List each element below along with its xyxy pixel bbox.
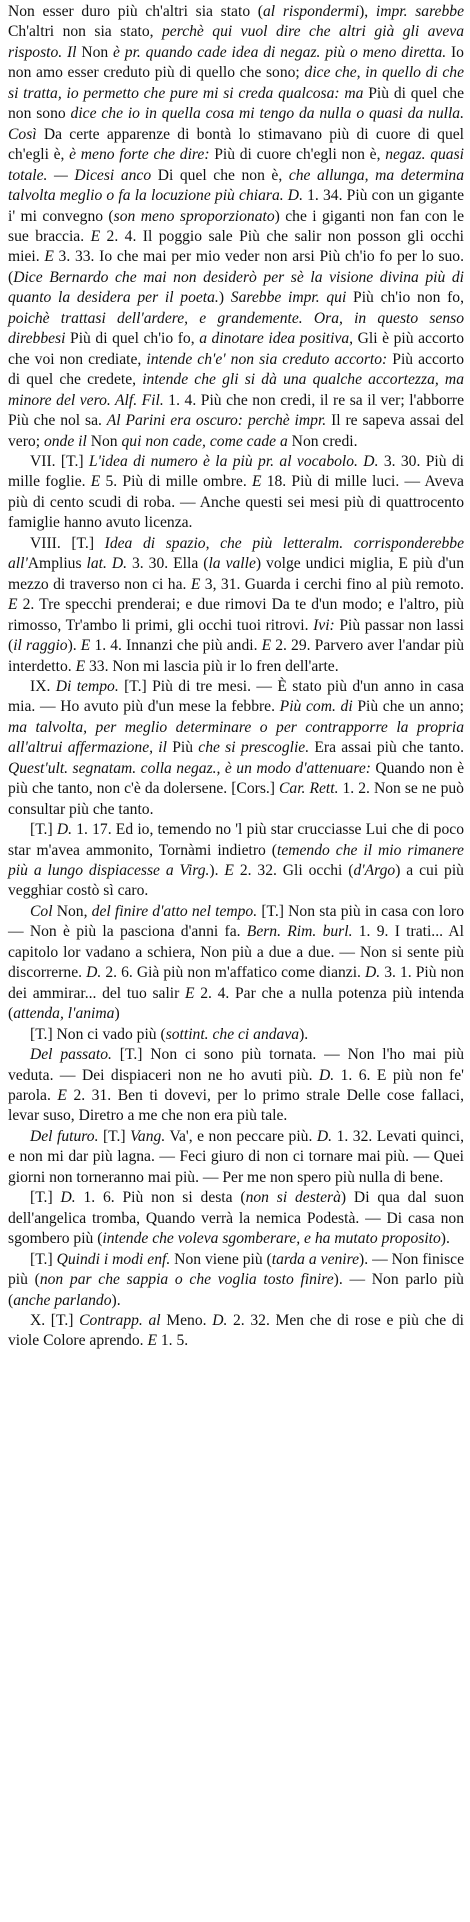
italic-text-run: ma talvolta, per meglio determinare o per contrapporre la propria all'altrui affermazione, il [8,718,464,757]
italic-text-run: E [90,227,101,245]
italic-text-run: a dinotare idea positiva, [199,330,354,348]
italic-text-run: D. [212,1312,228,1329]
italic-text-run: negaz. quasi totale. — [8,146,464,184]
text-run: 1. 17. Ed io, temendo no 'l più star crucciasse Lui che di poco star m'avea ammonito, Tornàmi indietro ( [8,821,464,859]
text-run: Era assai più che tanto. [309,739,464,757]
text-run: ). [209,862,225,880]
text-run: [T.] Non sta più in casa con loro — Non è più la pasciona d'anni fa. [8,902,464,941]
text-run: 2. 31. Ben ti dovevi, per lo primo strale Delle cose fallaci, levar suso, Diretro a me che non era più tale. [8,1087,464,1125]
text-run: 3, 31. Guarda i cerchi fino al più remoto. [200,575,464,593]
italic-text-run: Quindi i modi enf. [56,1250,171,1268]
text-run: ). [67,637,81,655]
italic-text-run: E [90,473,101,491]
text-run: ). — Non parlo più ( [8,1271,464,1309]
text-run: 2. 4. Par che a nulla potenza più intenda ( [8,984,464,1023]
italic-text-run: Del passato. [30,1046,112,1064]
italic-text-run: qui non cade, come cade a [121,432,288,450]
text-run: Il re sapeva assai del vero; [8,412,464,450]
entry-paragraph-del-futuro [8,1127,464,1188]
italic-text-run: D. [86,964,102,982]
italic-text-run: dice che, in quello di che si tratta, io permetto che pure mi si creda qualcosa: ma [8,64,464,102]
italic-text-run: D. [318,1066,335,1084]
italic-text-run: è meno forte che dire: [69,146,210,164]
text-run: ). — Non finisce più ( [8,1250,464,1289]
italic-text-run: d'Argo [353,862,396,880]
text-run: Ch'altri non sia stato, [8,23,162,41]
text-run: [T.] Non ci sono più tornata. — Non l'ho mai più veduta. — Dei dispiaceri non ne ho avuti più. [8,1046,465,1084]
italic-text-run: lat. D. [86,555,128,573]
entry-paragraph-modi-enfatici [8,1250,464,1311]
text-run: 2. 29. Parvero aver l'andar più interdetto. [8,637,465,675]
italic-text-run: Quest'ult. segnatam. colla negaz., è un modo d'attenuare: [8,759,371,777]
entry-paragraph-del-passato [8,1045,464,1127]
italic-text-run: D. [60,1189,76,1207]
italic-text-run: onde il [43,432,87,450]
italic-text-run: Sarebbe impr. qui [230,289,347,307]
italic-text-run: Bern. Rim. burl. [246,923,353,941]
text-run: 3. 30. Ella ( [127,555,209,573]
text-run: 3. 30. Più di mille foglie. [8,452,464,491]
italic-text-run: Contrapp. al [79,1312,161,1329]
italic-text-run: attenda, l'anima [13,1005,115,1023]
text-run: Non [86,432,122,450]
text-run: Quando non è più che tanto, non c'è da dolersene. [Cors.] [8,759,464,798]
italic-text-run: al rispondermi [263,3,360,20]
text-run: [T.] [30,821,57,839]
italic-text-run: E [75,657,86,675]
italic-text-run: Idea di spazio, che più letteralm. corrisponderebbe all' [8,534,465,573]
italic-text-run: del finire d'atto nel tempo. [91,902,258,920]
text-run: Non esser duro più ch'altri sia stato ( [8,3,263,20]
text-run: 1. 6. E più non fe' parola. [8,1066,464,1105]
text-run: 1. 9. I trati... Al capitolo lor vadano a schiera, Non più a due a due. — Non si sente più discorrerne. [8,923,464,982]
italic-text-run: Del futuro. [30,1127,99,1145]
text-run: 33. Non mi lascia più ir lo fren dell'arte. [85,657,339,675]
italic-text-run: Col [30,902,53,920]
italic-text-run: temendo che il mio rimanere più a lungo dispiacesse a Virg. [8,841,464,880]
text-run: X. [T.] [30,1312,80,1329]
text-run: Più passar non lassi ( [8,616,464,655]
text-run: [T.] [30,1189,61,1207]
italic-text-run: E [8,596,18,614]
text-run: 1. 2. Non se ne può consultar più che tanto. [8,780,464,818]
entry-paragraph-x [8,1311,464,1352]
text-run: 3. 1. Più non dei ammirar... del tuo salir [8,964,464,1002]
italic-text-run: E [147,1332,157,1350]
text-run: Di quel che non è, [151,166,289,184]
text-run: Più ch'io non fo, [346,289,464,307]
italic-text-run: E [251,473,262,491]
text-run: Meno. [160,1312,213,1329]
text-run: ). [440,1230,450,1248]
italic-text-run: E [57,1087,67,1105]
italic-text-run: intende che voleva sgomberare, e ha mutato proposito [102,1230,441,1248]
italic-text-run: Dicesi anco [74,166,152,184]
italic-text-run: E [224,862,234,880]
text-run: ). [111,1291,121,1309]
text-run: 18. Più di mille luci. — Aveva più di cento scudi di roba. — Anche questi sei mesi più di quattrocento famiglie hanno avuto licenza. [8,473,464,532]
text-run: Gli è più accorto che voi non crediate, [8,330,464,368]
italic-text-run: D. [316,1127,333,1145]
italic-text-run: D. [365,964,381,982]
italic-text-run: che si prescoglie. [198,739,310,757]
text-run: 3. 33. Io che mai per mio veder non arsi Più ch'io fo per lo suo. ( [8,248,464,286]
text-run: 1. 5. [156,1332,189,1350]
text-run: [T.] Più di tre mesi. — È stato più d'un anno in casa mia. — Ho avuto più d'un mese la febbre. [8,677,464,716]
entry-paragraph-non-ci-vado [8,1025,464,1045]
text-run: ) che i giganti non fan con le sue braccia. [8,207,464,245]
italic-text-run: Vang. [130,1127,166,1145]
italic-text-run: sottint. che ci andava [165,1025,300,1043]
text-run: 2. 4. Il poggio sale Più che salir non posson gli occhi miei. [8,227,464,266]
text-run: 2. 6. Già più non m'affatico come dianzi. [101,964,366,982]
text-run: 2. 32. Men che di rose e più che di viole Colore aprendo. [8,1312,465,1350]
text-run: ) [218,289,231,307]
italic-text-run: E [190,575,201,593]
text-run: [T.] [98,1127,131,1145]
text-run: Più che un anno; [352,698,464,716]
italic-text-run: Dice Bernardo che mai non desiderò per sè la visione divina più di quanto la desidera per il poeta. [8,268,464,307]
text-run: Va', e non peccare più. [165,1127,317,1145]
italic-text-run: Ivi: [313,616,335,634]
text-run: ) a cui più vegghiar costò sì caro. [8,862,464,900]
text-run: 1. 4. Più che non credi, il re sa il ver; l'abborre Più che nol sa. [8,391,464,430]
entry-paragraph-vii [8,452,464,534]
italic-text-run: E [185,984,195,1002]
italic-text-run: E [261,637,272,655]
text-run: 1. 6. Più non si desta ( [75,1189,246,1207]
italic-text-run: impr. sarebbe [375,3,464,20]
text-run: Amplius [27,555,87,573]
text-run: IX. [30,677,56,695]
italic-text-run: L'idea di numero è la più pr. al vocabolo. D. [88,452,379,470]
italic-text-run: che allunga, ma determina talvolta meglio o fa la locuzione più chiara. D. [8,166,464,205]
italic-text-run: non si desterà [245,1189,341,1207]
text-run: 1. 34. Più con un gigante i' mi convegno ( [8,187,464,225]
text-run: [T.] [30,1250,57,1268]
entry-paragraph-non-si-desta [8,1188,464,1249]
text-run: Non credi. [287,432,358,450]
text-run: Più di cuore ch'egli non è, [209,146,386,164]
italic-text-run: poichè trattasi dell'ardere, e grandemente. Ora, in questo senso direbbesi [8,309,464,348]
italic-text-run: è pr. quando cade idea di negaz. più o meno diretta. [113,43,447,61]
italic-text-run: anche parlando [13,1291,112,1309]
text-run: Da certe apparenze di bontà lo stimavano più di cuore di quel ch'egli è, [8,125,464,164]
text-run: 2. Tre specchi prenderai; e due rimovi Da te d'un modo; e l'altro, più rimosso, Tr'ambo li primi, gli occhi tuoi ritrovi. [8,596,464,634]
italic-text-run: Di tempo. [55,677,119,695]
italic-text-run: la valle [208,555,256,573]
text-run: Io non amo esser creduto più di quello che sono; [8,43,464,82]
text-run: ), [359,3,376,20]
text-run: Più di quel ch'io fo, [65,330,200,348]
text-run: ). [299,1025,309,1043]
entry-paragraph-vi-continued [8,2,464,452]
italic-text-run: son meno sproporzionato [113,207,275,225]
text-run: Più [166,739,199,757]
text-run: [T.] Non ci vado più ( [30,1025,166,1043]
italic-text-run: Al Parini era oscuro: perchè impr. [106,412,327,430]
text-run: 2. 32. Gli occhi ( [233,862,354,880]
text-run: 1. 32. Levati quinci, e non mi dar più lagna. — Feci giuro di non ci tornare mai più. — Quei giorni non torneranno mai più. — Per me non spero più nulla di bene. [8,1127,464,1186]
italic-text-run: Car. Rett. [279,780,339,798]
italic-text-run: non par che sappia o che voglia tosto finire [39,1271,334,1289]
text-run: Non, [52,902,92,920]
italic-text-run: Più com. di [279,698,353,716]
text-run: VIII. [T.] [30,534,105,552]
text-run: Non [76,43,114,61]
entry-paragraph-ix-dante-inf-17 [8,820,464,902]
entry-paragraph-col-non [8,902,464,1025]
text-run: Più di quel che non sono [8,84,464,123]
entry-paragraph-ix [8,677,464,820]
italic-text-run: dice che io in quella cosa mi tengo da nulla o quasi da nulla. Così [8,105,464,143]
text-run: 1. 4. Innanzi che più andi. [90,637,262,655]
italic-text-run: D. [56,821,73,839]
italic-text-run: intende che gli si dà una qualche accortezza, ma minore del vero. Alf. Fil. [8,371,464,409]
entry-paragraph-viii [8,534,464,677]
text-run: 5. Più di mille ombre. [100,473,252,491]
text-run: ) volge undici miglia, E più d'un mezzo di traverso non ci ha. [8,555,464,593]
text-run: Più accorto di quel che credete, [8,350,464,389]
italic-text-run: E [44,248,54,266]
text-run: ) [114,1005,120,1023]
text-run: ) Di qua dal suon dell'angelica tromba, Quando verrà la nemica Podestà. — Di casa non sgombero più ( [8,1189,464,1248]
text-run: Non viene più ( [170,1250,272,1268]
italic-text-run: tarda a venire [271,1250,360,1268]
italic-text-run: intende ch'e' non sia creduto accorto: [146,350,388,368]
italic-text-run: il raggio [13,637,68,655]
italic-text-run: E [80,637,91,655]
text-run: VII. [T.] [30,452,89,470]
italic-text-run: perchè qui vuol dire che altri già gli aveva risposto. Il [8,23,464,61]
